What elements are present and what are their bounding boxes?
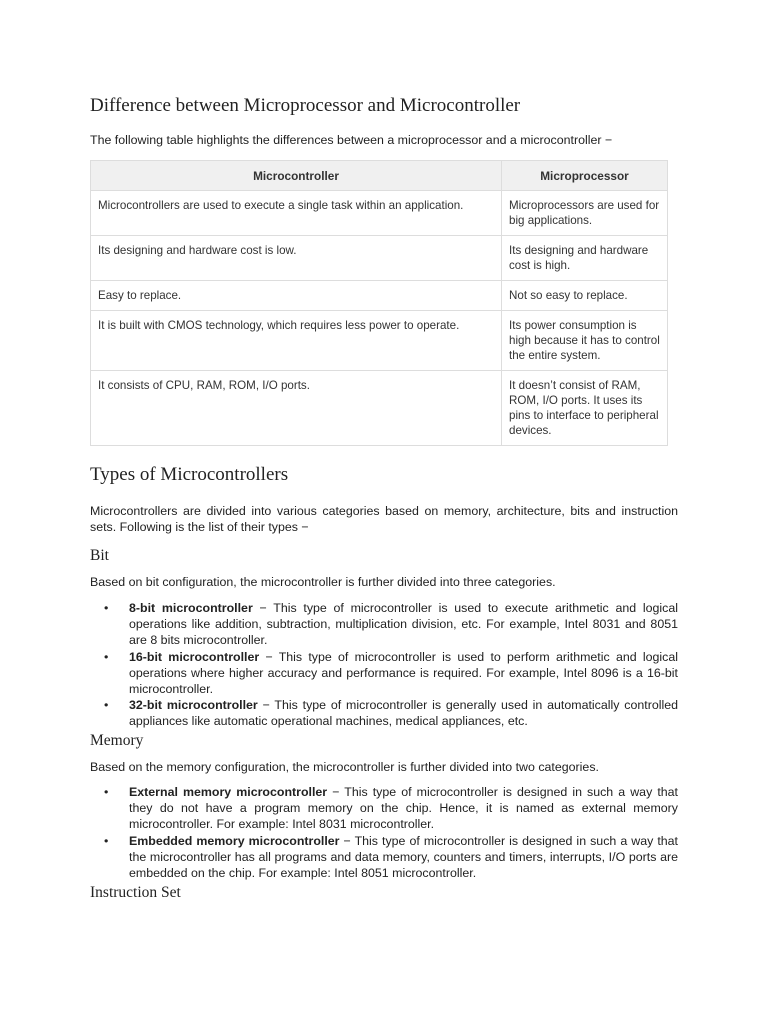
list-item-term: External memory microcontroller (129, 785, 328, 799)
list-item (90, 600, 678, 649)
table-row (91, 371, 668, 446)
table-cell: Easy to replace. (91, 281, 502, 311)
bullet-icon: • (104, 833, 109, 848)
types-heading: Types of Microcontrollers (90, 464, 289, 485)
list-item-term: 8-bit microcontroller (129, 601, 253, 615)
header-microcontroller: Microcontroller (91, 161, 502, 191)
table-row (91, 311, 668, 371)
table-cell: Microprocessors are used for big applications. (502, 191, 668, 236)
bullet-icon: • (104, 785, 109, 799)
table-intro: The following table highlights the differences between a microprocessor and a microcontroller − (90, 133, 613, 147)
bit-intro: Based on bit configuration, the microcontroller is further divided into three categories. (90, 575, 556, 589)
bullet-icon: • (104, 649, 109, 664)
table-cell: Its power consumption is high because it has to control the entire system. (502, 311, 668, 371)
table-row (91, 191, 668, 236)
table-row (91, 281, 668, 311)
table-cell: It is built with CMOS technology, which requires less power to operate. (91, 311, 502, 371)
list-item-term: Embedded memory microcontroller (129, 833, 340, 848)
bullet-icon: • (104, 601, 109, 615)
table-cell: It doesn’t consist of RAM, ROM, I/O ports. It uses its pins to interface to peripheral devices. (502, 371, 668, 446)
table-cell: Its designing and hardware cost is low. (91, 236, 502, 281)
list-item-text: − This type of microcontroller is designed in such a way that they do not have a program memory on the chip. Hence, it is named as external memory microcontroller. For example: Intel 8031 microcontroller. (129, 785, 678, 832)
list-item-text: − This type of microcontroller is designed in such a way that the microcontroller has all programs and data memory, counters and timers, interrupts, I/O ports are embedded on the chip. For example: Intel 8051 microcontroller. (129, 833, 678, 881)
list-item-text: − This type of microcontroller is generally used in automatically controlled appliances like automatic operational machines, medical appliances, etc. (129, 698, 679, 729)
bit-heading: Bit (90, 547, 109, 564)
list-item (90, 833, 678, 882)
memory-intro: Based on the memory configuration, the microcontroller is further divided into two categories. (90, 760, 599, 774)
table-cell: Its designing and hardware cost is high. (502, 236, 668, 281)
page-title: Difference between Microprocessor and Microcontroller (90, 95, 521, 116)
table-cell: Microcontrollers are used to execute a single task within an application. (91, 191, 502, 236)
header-microprocessor: Microprocessor (502, 161, 668, 191)
table-row (91, 236, 668, 281)
list-item (90, 649, 678, 698)
memory-list (90, 784, 678, 881)
table-cell: It consists of CPU, RAM, ROM, I/O ports. (91, 371, 502, 446)
types-intro: Microcontrollers are divided into various categories based on memory, architecture, bits and instruction sets. Following is the list of their types − (90, 504, 678, 534)
table-cell: Not so easy to replace. (502, 281, 668, 311)
comparison-table (90, 160, 668, 446)
table-header-row (91, 161, 668, 191)
bit-list (90, 600, 678, 730)
list-item (90, 784, 678, 833)
list-item-text: − This type of microcontroller is used to perform arithmetic and logical operations where higher accuracy and performance is required. For example, Intel 8096 is a 16-bit microcontroller. (129, 649, 679, 697)
list-item-term: 32-bit microcontroller (129, 698, 258, 713)
instruction-set-heading: Instruction Set (90, 884, 181, 901)
memory-heading: Memory (90, 732, 144, 749)
list-item-text: − This type of microcontroller is used to execute arithmetic and logical operations like addition, subtraction, multiplication division, etc. For example, Intel 8031 and 8051 are 8 bits microcontroller. (129, 601, 678, 648)
list-item (90, 697, 678, 729)
list-item-term: 16-bit microcontroller (129, 649, 260, 664)
bullet-icon: • (104, 698, 109, 713)
